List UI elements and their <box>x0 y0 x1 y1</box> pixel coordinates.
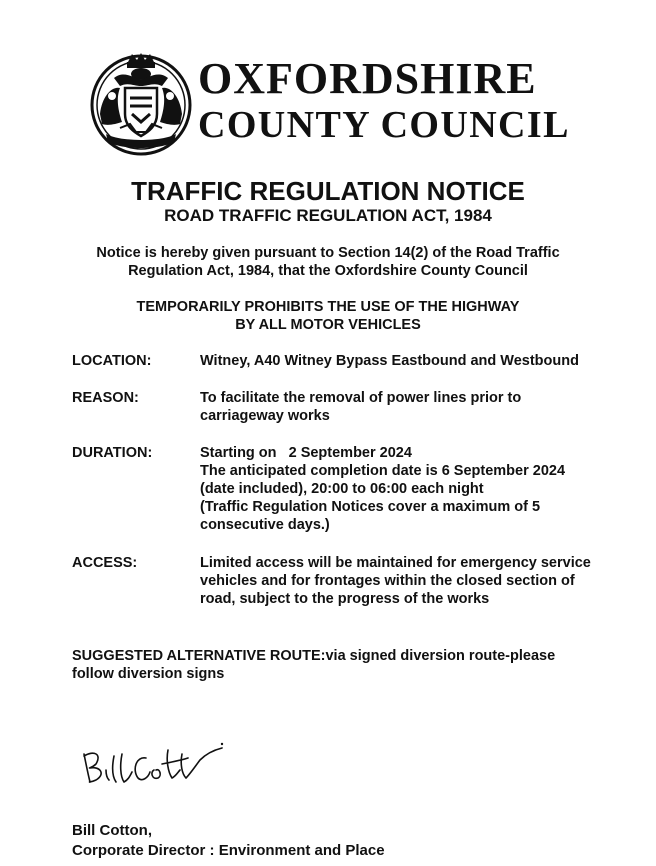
duration-line: consecutive days.) <box>200 517 330 533</box>
signatory-title: Corporate Director : Environment and Place <box>72 842 385 859</box>
duration-line: Starting on 2 September 2024 <box>200 445 412 461</box>
duration-line: The anticipated completion date is 6 September 2024 <box>200 463 566 479</box>
access-line: road, subject to the progress of the works <box>200 591 490 607</box>
reason-line: To facilitate the removal of power lines prior to <box>200 390 522 406</box>
duration-label: DURATION: <box>72 445 153 461</box>
prohibition-line: TEMPORARILY PROHIBITS THE USE OF THE HIGHWAY <box>136 299 520 315</box>
signatory-name: Bill Cotton, <box>72 822 152 839</box>
prohibition-line: BY ALL MOTOR VEHICLES <box>235 317 421 333</box>
reason-line: carriageway works <box>200 408 330 424</box>
alternative-route <box>72 647 632 683</box>
organization-name-line2: COUNTY COUNCIL <box>198 104 570 146</box>
duration-line: (Traffic Regulation Notices cover a maximum of 5 <box>200 499 541 515</box>
location-value <box>200 352 640 370</box>
duration-value <box>200 444 640 534</box>
organization-name-line1: OXFORDSHIRE <box>198 54 537 103</box>
notice-title: TRAFFIC REGULATION NOTICE <box>131 176 525 206</box>
alternative-route-line: SUGGESTED ALTERNATIVE ROUTE:via signed diversion route-please <box>72 648 556 664</box>
reason-value <box>200 389 640 425</box>
location-line: Witney, A40 Witney Bypass Eastbound and Westbound <box>200 353 579 369</box>
intro-line: Notice is hereby given pursuant to Section 14(2) of the Road Traffic <box>96 245 560 261</box>
notice-subtitle: ROAD TRAFFIC REGULATION ACT, 1984 <box>164 206 492 225</box>
location-label: LOCATION: <box>72 353 152 369</box>
access-value <box>200 554 640 608</box>
county-crest-icon <box>90 52 192 156</box>
access-line: Limited access will be maintained for emergency service <box>200 555 591 571</box>
handwritten-signature <box>76 736 226 792</box>
duration-line: (date included), 20:00 to 06:00 each night <box>200 481 484 497</box>
access-label: ACCESS: <box>72 555 138 571</box>
intro-paragraph <box>60 244 596 280</box>
reason-label: REASON: <box>72 390 139 406</box>
alternative-route-line: follow diversion signs <box>72 666 225 682</box>
prohibition-statement <box>60 298 596 334</box>
access-line: vehicles and for frontages within the closed section of <box>200 573 575 589</box>
intro-line: Regulation Act, 1984, that the Oxfordshire County Council <box>128 263 528 279</box>
